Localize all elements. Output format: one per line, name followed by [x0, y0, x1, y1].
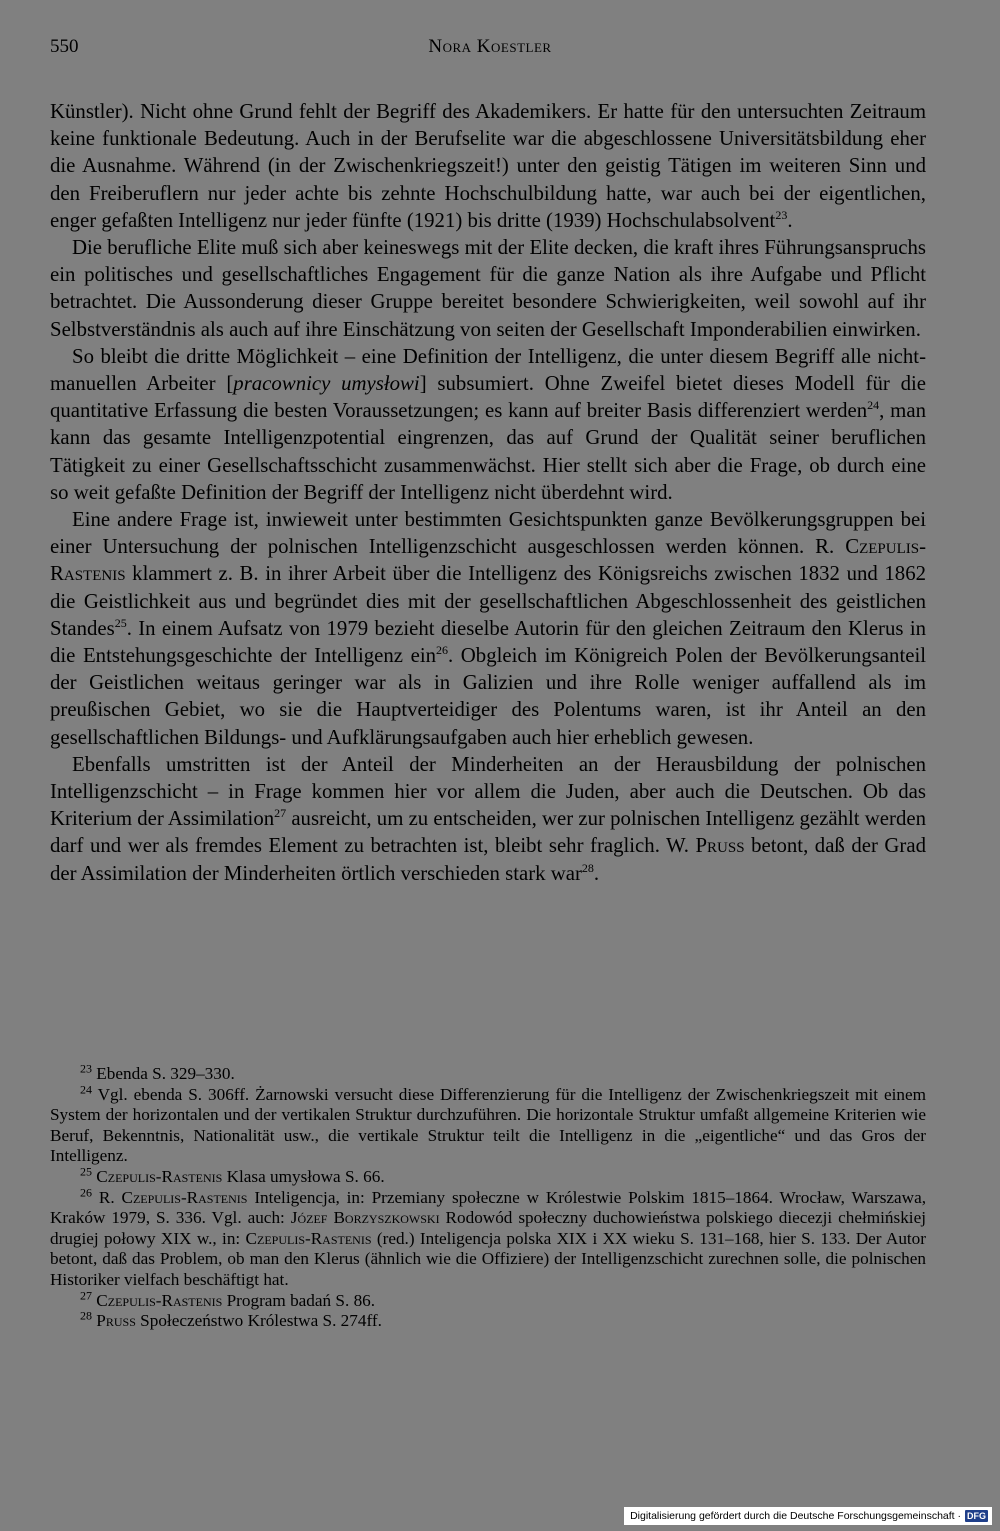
footnote-ref: 24 — [867, 398, 880, 413]
footnote-number: 28 — [80, 1308, 92, 1323]
footnote-ref: 26 — [436, 643, 449, 658]
footnote-ref: 23 — [775, 207, 788, 222]
footnote-text: Vgl. ebenda S. 306ff. Żarnowski versucht diese Differenzierung für die Intelligenz der Zwischenkriegszeit mit einem System der horizontalen und der vertikalen Struktur durchzuführen. Die horizontale Struktur umfaßt allgemeine Kriterien wie Beruf, Bekenntnis, Nationalität usw., die vertikale Struktur teilt die Intelligenz in die „eigentliche“ und das Gros der Intelligenz. — [50, 1084, 926, 1166]
paragraph — [50, 98, 926, 234]
paragraph — [50, 506, 926, 751]
paragraph-text: betont, daß der Grad der Assimilation der Minderheiten örtlich verschieden stark war — [50, 834, 926, 885]
author-name: Czepulis-Rastenis — [245, 1228, 372, 1248]
footnote-ref: 25 — [114, 615, 127, 630]
paragraph-text: Ebenfalls umstritten ist der Anteil der Minderheiten an der Herausbildung der polnischen Intelligenzschicht – in Frage kommen hier vor allem die Juden, aber auch die Deutschen. Ob das Kriterium der Assimilation — [50, 752, 926, 831]
footnote-text: Program badań S. 86. — [222, 1290, 376, 1310]
footnote-number: 25 — [80, 1164, 92, 1179]
paragraph-text: , man kann das gesamte Intelligenzpotential eingrenzen, das auf Grund der Qualität seiner beruflichen Tätigkeit zu einer Gesellschaftsschicht zusammenwächst. Hier stellt sich aber die Frage, ob durch eine so weit gefaßte Definition der Begriff der Intelligenz nicht überdehnt wird. — [50, 399, 926, 504]
main-text — [50, 98, 926, 887]
footnote-26 — [50, 1184, 927, 1291]
footnote-ref: 28 — [581, 860, 594, 875]
credit-text: Digitalisierung gefördert durch die Deutsche Forschungsgemeinschaft · — [630, 1510, 961, 1522]
footnote-text: Inteligencja, in: Przemiany społeczne w Królestwie Polskim 1815–1864. Wrocław, Warszawa, Kraków 1979, S. 336. Vgl. auch: — [50, 1187, 927, 1228]
author-name: Czepulis-Rastenis — [121, 1187, 248, 1207]
footnote-ref: 27 — [274, 806, 287, 821]
paragraph-text: ] subsumiert. Ohne Zweifel bietet dieses Modell für die quantitative Erfassung die besten Voraussetzungen; es kann auf breiter Basis differenziert werden — [50, 372, 926, 423]
paragraph-text: . — [593, 861, 600, 885]
paragraph — [50, 751, 926, 887]
footnotes — [50, 1061, 927, 1332]
paragraph-text: So bleibt die dritte Möglichkeit – eine Definition der Intelligenz, die unter diesem Begriff alle nicht-manuellen Arbeiter [ — [50, 344, 926, 396]
footnote-number: 23 — [80, 1061, 92, 1076]
author-name: Czepulis-Rastenis — [96, 1166, 223, 1186]
footnote-number: 26 — [80, 1184, 92, 1199]
paragraph-text: . Obgleich im Königreich Polen der Bevölkerungsanteil der Geistlichen weitaus geringer war als in Galizien und ihre Rolle weniger auffallend als im preußischen Gebiet, wo sie die Hauptverteidiger des Polentums waren, ist ihr Anteil an den gesellschaftlichen Bildungs- und Aufklärungsaufgaben auch hier erheblich gewesen. — [50, 644, 927, 749]
footnote-text: R. — [92, 1187, 122, 1207]
author-name: Józef Borzyszkowski — [290, 1208, 440, 1228]
page-header — [50, 36, 930, 62]
running-head: Nora Koestler — [428, 36, 552, 57]
footnote-25 — [50, 1164, 926, 1188]
paragraph-text: . — [787, 208, 793, 232]
footnote-28 — [50, 1308, 926, 1332]
paragraph — [50, 343, 926, 506]
footnote-text: Społeczeństwo Królestwa S. 274ff. — [135, 1311, 382, 1331]
footnote-text: Rodowód społeczny duchowieństwa polskiego diecezji chełmińskiej drugiej połowy XIX w., in: — [50, 1208, 926, 1248]
footnote-text: Klasa umysłowa S. 66. — [222, 1166, 385, 1186]
paragraph-text: . In einem Aufsatz von 1979 bezieht dieselbe Autorin für den gleichen Zeitraum den Klerus in die Entstehungsgeschichte der Intelligenz ein — [50, 616, 926, 668]
paragraph-text: Künstler). Nicht ohne Grund fehlt der Begriff des Akademikers. Er hatte für den untersuchten Zeitraum keine funktionale Bedeutung. Auch in der Berufselite war die abgeschlossene Universitätsbildung eher die Ausnahme. Während (in der Zwischenkriegszeit!) unter den geistig Tätigen im weiteren Sinn und den Freiberuflern nur jeder achte bis zehnte Hochschulbildung hatte, war auch bei der eigentlichen, enger gefaßten Intelligenz nur jeder fünfte (1921) bis dritte (1939) Hochschulabsolvent — [50, 100, 926, 232]
page-number: 550 — [50, 36, 79, 57]
author-name: Czepulis-Rastenis — [96, 1290, 223, 1310]
paragraph-text: klammert z. B. in ihrer Arbeit über die Intelligenz des Königsreichs zwischen 1832 und 1862 die Geistlichkeit aus und begründet dies mit der gesellschaftlichen Abgeschlossenheit des geistlichen Standes — [50, 562, 926, 640]
paragraph-text: Eine andere Frage ist, inwieweit unter bestimmten Gesichtspunkten ganze Bevölkerungsgruppen bei einer Untersuchung der polnischen Intelligenzschicht ausgeschlossen werden können. R. — [50, 508, 926, 559]
footnote-23 — [50, 1061, 926, 1085]
footnote-24 — [50, 1081, 926, 1167]
italic-term: pracownicy umysłowi — [233, 372, 420, 396]
footnote-text: Ebenda S. 329–330. — [92, 1064, 235, 1083]
paragraph-text: Die berufliche Elite muß sich aber keineswegs mit der Elite decken, die kraft ihres Führungsanspruchs ein politisches und gesellschaftliches Engagement für die ganze Nation als ihre Aufgabe und Pflicht betrachtet. Die Aussonderung dieser Gruppe bereitet besondere Schwierigkeiten, weil sowohl auf ihr Selbstverständnis als auch auf ihre Einschätzung von seiten der Gesellschaft Imponderabilien einwirken. — [50, 236, 926, 341]
author-name: Czepulis-Rastenis — [50, 535, 926, 586]
paragraph — [50, 234, 926, 343]
footnote-number: 27 — [80, 1287, 92, 1302]
footnote-text: (red.) Inteligencja polska XIX i XX wieku S. 131–168, hier S. 133. Der Autor betont, daß das Problem, ob man den Klerus (ähnlich wie die Offiziere) der Intelligenzschicht zurechnen solle, die polnischen Historiker vielfach beschäftigt hat. — [50, 1228, 926, 1289]
author-name: Pruss — [695, 834, 745, 858]
footnote-number: 24 — [80, 1081, 92, 1096]
footnote-27 — [50, 1287, 926, 1312]
author-name: Pruss — [96, 1311, 136, 1331]
paragraph-text: ausreicht, um zu entscheiden, wer zur polnischen Intelligenz gezählt werden darf und wer als fremdes Element zu betrachten ist, bleibt sehr fraglich. W. — [50, 807, 926, 858]
digitization-credit — [624, 1507, 992, 1525]
dfg-logo-icon: DFG — [967, 1511, 986, 1521]
